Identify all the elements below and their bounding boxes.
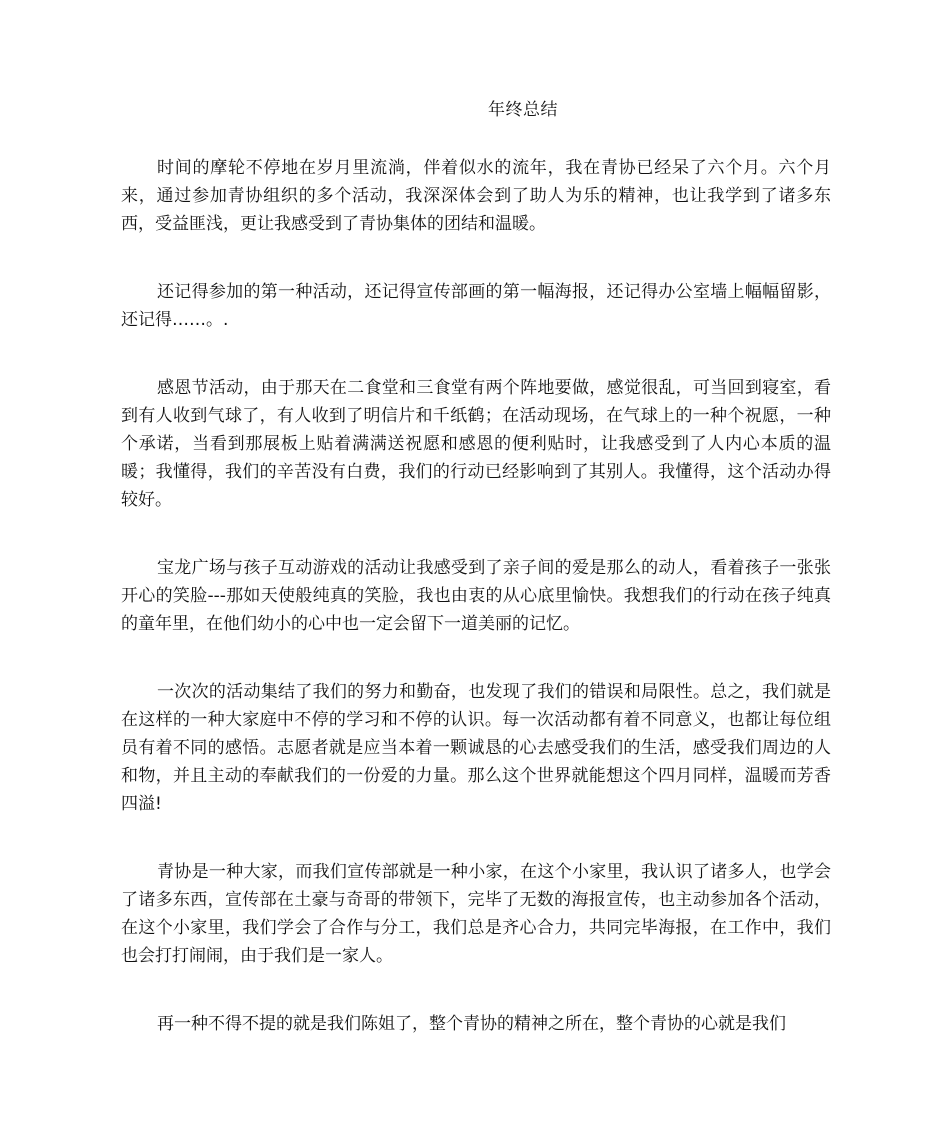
paragraph-5: 一次次的活动集结了我们的努力和勤奋，也发现了我们的错误和局限性。总之，我们就是在这样的一种大家庭中不停的学习和不停的认识。每一次活动都有着不同意义，也都让每位组员有着不同的感悟。志愿者就是应当本着一颗诚恳的心去感受我们的生活，感受我们周边的人和物，并且主动的奉献我们的一份爱的力量。那么这个世界就能想这个四月同样，温暖而芳香四溢! (121, 682, 831, 814)
paragraph-4: 宝龙广场与孩子互动游戏的活动让我感受到了亲子间的爱是那么的动人，看着孩子一张张开心的笑脸---那如天使般纯真的笑脸，我也由衷的从心底里愉快。我想我们的行动在孩子纯真的童年里，在他们幼小的心中也一定会留下一道美丽的记忆。 (121, 558, 831, 634)
paragraph-3: 感恩节活动，由于那天在二食堂和三食堂有两个阵地要做，感觉很乱，可当回到寝室，看到有人收到气球了，有人收到了明信片和千纸鹤；在活动现场，在气球上的一种个祝愿，一种个承诺，当看到那展板上贴着满满送祝愿和感恩的便利贴时，让我感受到了人内心本质的温暖；我懂得，我们的辛苦没有白费，我们的行动已经影响到了其别人。我懂得，这个活动办得较好。 (121, 378, 831, 510)
paragraph-1: 时间的摩轮不停地在岁月里流淌，伴着似水的流年，我在青协已经呆了六个月。六个月来，通过参加青协组织的多个活动，我深深体会到了助人为乐的精神，也让我学到了诸多东西，受益匪浅，更让我感受到了青协集体的团结和温暖。 (121, 158, 831, 234)
paragraph-2: 还记得参加的第一种活动，还记得宣传部画的第一幅海报，还记得办公室墙上幅幅留影，还记得……。. (121, 282, 831, 330)
paragraph-6: 青协是一种大家，而我们宣传部就是一种小家，在这个小家里，我认识了诸多人，也学会了诸多东西，宣传部在土豪与奇哥的带领下，完毕了无数的海报宣传，也主动参加各个活动，在这个小家里，我们学会了合作与分工，我们总是齐心合力，共同完毕海报，在工作中，我们也会打打闹闹，由于我们是一家人。 (121, 862, 831, 966)
document-body (121, 154, 831, 1078)
paragraph-7: 再一种不得不提的就是我们陈姐了，整个青协的精神之所在，整个青协的心就是我们 (157, 1014, 786, 1034)
document-title: 年终总结 (488, 100, 558, 120)
